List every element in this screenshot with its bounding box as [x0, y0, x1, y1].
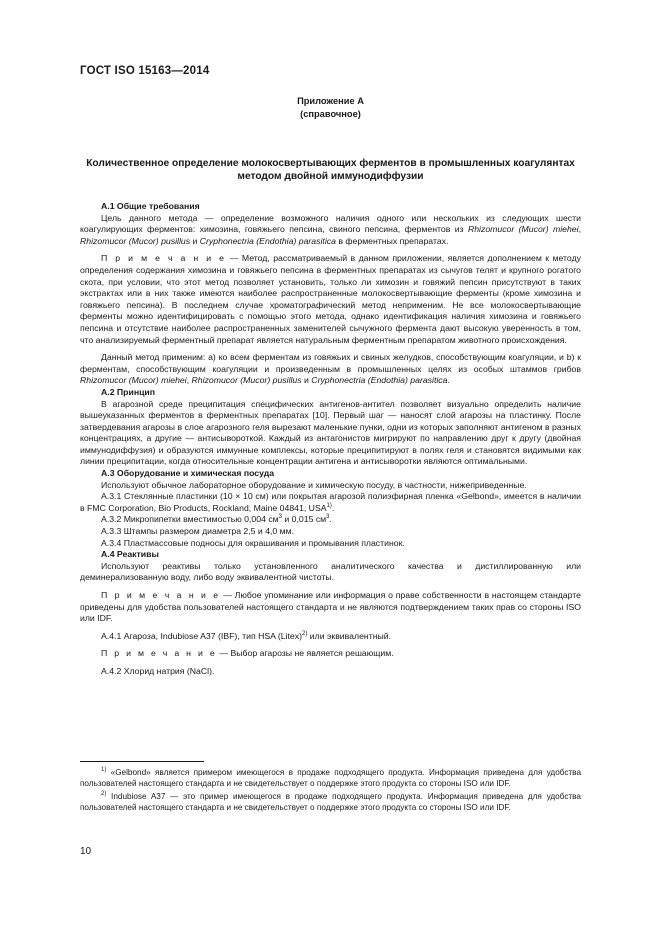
- paragraph-principle: В агарозной среде преципитация специфических антигенов-антител позволяет визуально определить наличие вышеуказанных ферментов в ферментных препаратах [10]. Первый шаг — наносят слой агарозы на пластинку. После затвердевания агарозы в слое агарозного геля вырезают маленькие пунки, одни из которых заполняют антигеном в разных концентрациях, а другие — антисывороткой. Каждый из антагонистов мигрируют по направлению друг к другу (двойная иммунодиффузия) и образуются иммунные комплексы, которые преципитируют в полях геля и становятся видимыми как линии преципитации, когда относительные концентрации антигена и антисыворотки являются оптимальными.: [80, 398, 581, 467]
- item-a3-2: А.3.2 Микропипетки вместимостью 0,004 $см^3$ и 0,015 $см^3$.: [101, 514, 332, 525]
- item-a3-3: А.3.3 Штампы размером диаметра 2,5 и 4,0 мм.: [101, 526, 295, 537]
- paragraph-equipment: Используют обычное лабораторное оборудование и химическую посуду, в частности, нижеприведенные.: [101, 479, 527, 490]
- footnote-2: $^{2)}$ Indubiose A37 — это пример имеющегося в продаже подходящего продукта. Информация приведена для удобства пользователей настоящего стандарта и не свидетельствует о поддержке этого продукта со стороны ISO или IDF.: [80, 791, 581, 812]
- annex-type: (справочное): [300, 109, 361, 119]
- section-heading-a2: А.2 Принцип: [101, 386, 155, 397]
- footnote-divider: [80, 761, 204, 762]
- item-a3-4: А.3.4 Пластмассовые подносы для окрашивания и промывания пластинок.: [101, 537, 405, 548]
- annex-title: [80, 157, 581, 183]
- annex-body: [80, 201, 581, 678]
- paragraph-applicability: Данный метод применим: а) ко всем ферментам из говяжьих и свиных желудков, способствующим коагуляции, и b) к ферментам, способствующим коагуляции и произведенным в промышленных целях из особых штаммов грибов Rhizomucor (Mucor) miehei, Rhizomucor (Mucor) pusillus и Cryphonectria (Endothia) parasitica.: [80, 352, 581, 386]
- footnotes: [80, 767, 581, 815]
- annex-title-line-1: Количественное определение молокосвертывающих ферментов в промышленных коагулянтах: [86, 158, 575, 169]
- section-heading-a3: А.3 Оборудование и химическая посуда: [101, 468, 275, 479]
- item-a4-1: А.4.1 Агароза, Indubiose A37 (IBF), тип HSA (Litex)$^{2)}$ или эквивалентный.: [101, 630, 391, 641]
- annex-label: Приложение А: [297, 96, 364, 106]
- note-ownership: П р и м е ч а н и е — Любое упоминание или информация о праве собственности в настоящем стандарте приведены для удобства пользователей настоящего стандарта и не являются подтверждением таких прав со стороны ISO или IDF.: [80, 590, 581, 624]
- footnote-ref-1: 1): [326, 502, 332, 509]
- section-heading-a1: А.1 Общие требования: [101, 201, 200, 211]
- page-number: 10: [80, 846, 92, 857]
- section-heading-a4: А.4 Реактивы: [101, 549, 159, 560]
- footnote-ref-2: 2): [302, 630, 308, 637]
- item-a3-1: А.3.1 Стеклянные пластинки (10 × 10 см) или покрытая агарозой полиэфирная пленка «Gelbond», имеется в наличии в FMC Corporation, Bio Products, Rockland, Maine 04841, USA$^{1)}$.: [80, 491, 581, 513]
- document-header: ГОСТ ISO 15163—2014: [80, 65, 210, 77]
- paragraph-purpose: Цель данного метода — определение возможного наличия одного или нескольких из следующих шести коагулирующих ферментов: химозина, говяжьего пепсина, свиного пепсина, ферментов из Rhizomucor (Mucor) miehei, Rhizomucor (Mucor) pusillus и Cryphonectria (Endothia) parasitica в ферментных препаратах.: [80, 212, 581, 246]
- paragraph-reagents: Используют реактивы только установленного аналитического качества и дистиллированную или деминерализованную воду, либо воду эквивалентной чистоты.: [80, 560, 581, 583]
- item-a4-2: А.4.2 Хлорид натрия (NaCl).: [101, 665, 215, 676]
- note-method: П р и м е ч а н и е — Метод, рассматриваемый в данном приложении, является дополнением к методу определения содержания химозина и говяжьего пепсина в ферментных препаратах из сычугов телят и крупного рогатого скота, при условии, что этот метод позволяет установить, только ли химозин и говяжий пепсин присутствуют в таких экстрактах или в них также имеются наиболее распространенные молокосвертывающие ферменты (кроме химозина и говяжьего пепсина). В последнем случае хроматографический метод неприменим. Не все молокосвертывающие ферменты можно идентифицировать с помощью этого метода, однако идентификация наличия химозина и говяжьего пепсина и отсутствие наиболее распространенных заменителей сычужного фермента дают высокую уверенность в том, что анализируемый ферментный препарат является натуральным ферментным препаратом животного происхождения.: [80, 253, 581, 345]
- footnote-1: $^{1)}$ «Gelbond» является примером имеющегося в продаже подходящего продукта. Информация приведена для удобства пользователей настоящего стандарта и не свидетельствует о поддержке этого продукта со стороны ISO или IDF.: [80, 767, 581, 788]
- note-agarose: П р и м е ч а н и е — Выбор агарозы не является решающим.: [101, 648, 394, 659]
- annex-title-line-2: методом двойной иммунодиффузии: [237, 171, 424, 182]
